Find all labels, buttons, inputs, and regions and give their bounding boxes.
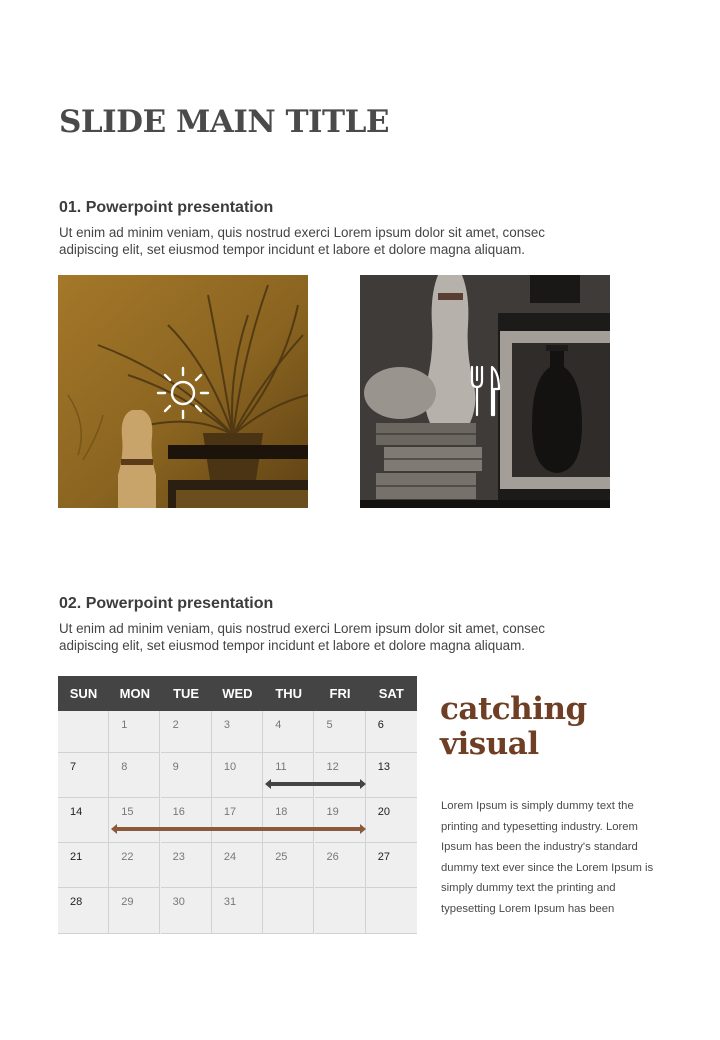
calendar-day-sat: SAT: [378, 686, 404, 701]
calendar-cell[interactable]: [315, 888, 366, 934]
calendar-date: 11: [275, 761, 287, 773]
calendar-cell[interactable]: [161, 798, 212, 843]
side-heading: [440, 692, 587, 762]
calendar-date: 10: [223, 761, 237, 773]
calendar-cell[interactable]: [109, 888, 160, 934]
calendar-cell[interactable]: [109, 843, 160, 888]
calendar-cell[interactable]: [263, 711, 314, 753]
calendar-cell[interactable]: [263, 888, 314, 934]
calendar-day-mon: MON: [119, 686, 150, 701]
range-arrow-left: [265, 779, 271, 789]
calendar-date: 12: [326, 761, 339, 773]
calendar-date: 16: [172, 806, 185, 818]
calendar-cell[interactable]: [366, 843, 417, 888]
calendar-day-thu: THU: [275, 686, 303, 701]
calendar-cell[interactable]: [161, 888, 212, 934]
calendar-cell[interactable]: [109, 753, 160, 798]
range-arrow-right: [360, 824, 366, 834]
calendar-cell[interactable]: [58, 753, 109, 798]
section-2-title: 02. Powerpoint presentation: [59, 595, 274, 612]
fork-knife-icon: [468, 363, 502, 419]
photo-still-life: [360, 275, 610, 508]
calendar-cell[interactable]: [315, 753, 366, 798]
range-arrow-right: [360, 779, 366, 789]
calendar-day-sun: SUN: [69, 686, 98, 701]
calendar-cell[interactable]: [109, 711, 160, 753]
calendar-date: 19: [326, 806, 339, 818]
calendar-date: 7: [70, 761, 77, 773]
calendar-cell[interactable]: [263, 753, 314, 798]
calendar-date: 23: [172, 851, 185, 863]
calendar-date: 4: [275, 719, 282, 731]
calendar-cell[interactable]: [212, 753, 263, 798]
calendar-date: 1: [121, 719, 128, 731]
calendar-cell[interactable]: [366, 888, 417, 934]
calendar-date: 8: [121, 761, 128, 773]
calendar-date: 27: [377, 851, 391, 863]
calendar-day-fri: FRI: [329, 686, 351, 701]
calendar-cell[interactable]: [58, 843, 109, 888]
calendar-date: 26: [326, 851, 339, 863]
range-arrow-left: [111, 824, 117, 834]
calendar-date: 17: [223, 806, 237, 818]
section-1-body: Ut enim ad minim veniam, quis nostrud exerci Lorem ipsum dolor sit amet, consec adipiscing elit, set eiusmod tempor incidunt et labore et dolore magna aliquam.: [59, 225, 545, 257]
calendar-cell[interactable]: [366, 753, 417, 798]
calendar-cell[interactable]: [315, 711, 366, 753]
side-heading-line-2: visual: [440, 726, 539, 762]
calendar-date: 22: [121, 851, 134, 863]
calendar-cell[interactable]: [212, 711, 263, 753]
calendar-cell[interactable]: [315, 798, 366, 843]
calendar-range-bar-2[interactable]: [117, 827, 360, 831]
calendar-date: 6: [377, 719, 384, 731]
calendar-date: 15: [121, 806, 134, 818]
calendar-cell[interactable]: [161, 843, 212, 888]
calendar-date: 18: [275, 806, 288, 818]
calendar-cell[interactable]: [263, 843, 314, 888]
calendar-date: 25: [275, 851, 288, 863]
calendar-cell[interactable]: [58, 798, 109, 843]
calendar-date: 30: [172, 896, 185, 908]
calendar-header: [58, 676, 417, 711]
calendar-date: 21: [70, 851, 83, 863]
calendar-cell[interactable]: [366, 798, 417, 843]
calendar-cell[interactable]: [212, 798, 263, 843]
calendar-date: 3: [223, 719, 231, 731]
calendar-date: 14: [70, 806, 83, 818]
calendar-cell[interactable]: [109, 798, 160, 843]
calendar-date: 9: [172, 761, 179, 773]
calendar-range-bar-1[interactable]: [271, 782, 360, 786]
calendar-cell[interactable]: [58, 711, 109, 753]
calendar-cell[interactable]: [315, 843, 366, 888]
calendar-cell[interactable]: [212, 888, 263, 934]
calendar-cell[interactable]: [212, 843, 263, 888]
calendar: [58, 676, 417, 934]
side-heading-line-1: catching: [440, 691, 587, 727]
slide-title: SLIDE MAIN TITLE: [59, 104, 390, 140]
calendar-date: 5: [326, 719, 333, 731]
side-text: Lorem Ipsum is simply dummy text the printing and typesetting industry. Lorem Ipsum has been the industry's standard dummy text ever since the Lorem Ipsum is simply dummy text the printing and typesetting Lorem Ipsum has been: [441, 800, 654, 915]
calendar-date: 31: [223, 896, 237, 908]
sun-icon: [155, 365, 211, 421]
calendar-date: 2: [172, 719, 179, 731]
section-1-title: 01. Powerpoint presentation: [59, 199, 274, 216]
calendar-cell[interactable]: [58, 888, 109, 934]
calendar-date: 28: [70, 896, 83, 908]
calendar-cell[interactable]: [263, 798, 314, 843]
calendar-date: 13: [377, 761, 391, 773]
calendar-date: 24: [223, 851, 237, 863]
calendar-date: 20: [377, 806, 391, 818]
calendar-day-tue: TUE: [173, 686, 200, 701]
photo-plant: [58, 275, 308, 508]
calendar-cell[interactable]: [161, 711, 212, 753]
calendar-cell[interactable]: [161, 753, 212, 798]
calendar-cell[interactable]: [366, 711, 417, 753]
calendar-day-wed: WED: [222, 686, 253, 701]
section-2-body: Ut enim ad minim veniam, quis nostrud exerci Lorem ipsum dolor sit amet, consec adipiscing elit, set eiusmod tempor incidunt et labore et dolore magna aliquam.: [59, 621, 545, 653]
calendar-date: 29: [121, 896, 134, 908]
